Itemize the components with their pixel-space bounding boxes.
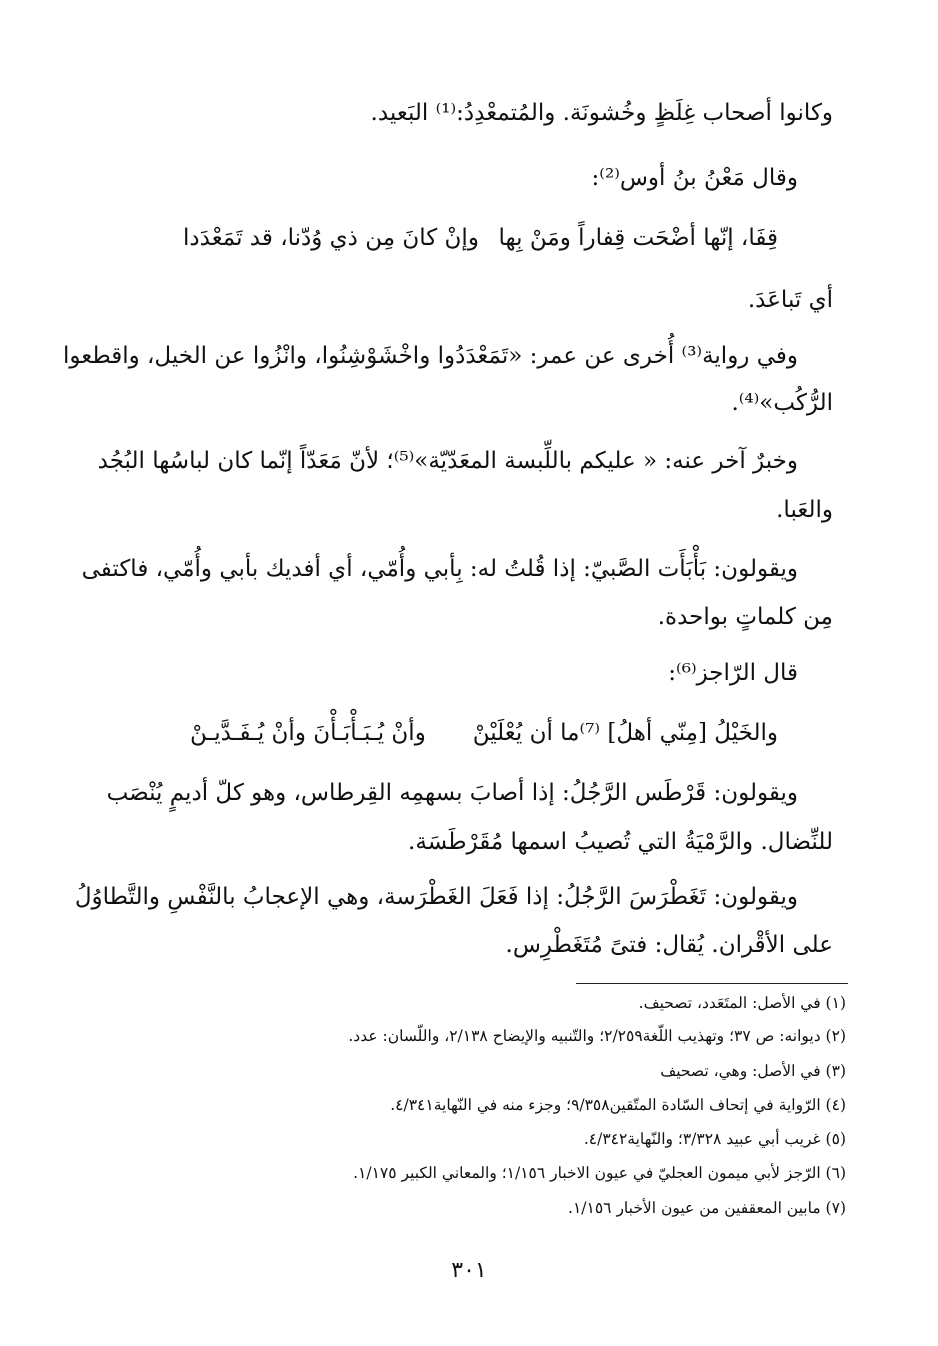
paragraph-line: الرُّكُب»⁽⁴⁾.	[731, 390, 833, 416]
paragraph-line: وخبرٌ آخر عنه: « عليكم باللِّبسة المعَدّيّة»⁽⁵⁾؛ لأنّ مَعَدّاً إنّما كان لباسُها البُجُد	[97, 448, 798, 474]
paragraph-line: أي تَباعَدَ.	[747, 287, 833, 313]
footnote: (١) في الأصل: المتَعَدد، تصحيف.	[638, 994, 846, 1012]
verse-hemistich-right: والخَيْلُ [مِنّي أهلُ] ⁽⁷⁾ما أن يُعْلَيْنْ	[472, 720, 778, 746]
paragraph-line: على الأقْران. يُقال: فتىً مُتَغَطْرِس.	[505, 932, 833, 958]
page-number: ٣٠١	[451, 1258, 487, 1283]
footnote: (٥) غريب أبي عبيد ٣/٣٢٨؛ والنّهاية٤/٣٤٢.	[583, 1130, 846, 1148]
verse-hemistich-right: قِفَا، إنّها أضْحَت قِفاراً ومَنْ بِها	[498, 225, 778, 251]
verse-hemistich-left: وإنْ كانَ مِن ذي وُدّنا، قد تَمَعْدَدا	[183, 225, 479, 251]
footnote: (٣) في الأصل: وهي، تصحيف	[660, 1062, 846, 1080]
paragraph-line: للنِّضال. والرَّمْيَةُ التي تُصيبُ اسمها مُقَرْطَسَة.	[408, 829, 833, 855]
paragraph-line: مِن كلماتٍ بواحدة.	[657, 604, 833, 630]
footnote: (٧) مابين المعقفين من عيون الأخبار ١/١٥٦.	[568, 1199, 846, 1217]
paragraph-line: وفي رواية⁽³⁾ أُخرى عن عمر: «تَمَعْدَدُوا واخْشَوْشِنُوا، وانْزُوا عن الخيل، واقطعوا	[62, 343, 798, 369]
paragraph-line: ويقولون: تَغَطْرَسَ الرَّجُلُ: إذا فَعَلَ الغَطْرَسة، وهي الإعجابُ بالنَّفْسِ والتَّطاوُلُ	[74, 884, 798, 910]
footnote: (٤) الرّواية في إتحاف السّادة المتّقين٩/٣٥٨؛ وجزء منه في النّهاية٤/٣٤١.	[390, 1096, 846, 1114]
paragraph-line: ويقولون: قَرْطَس الرَّجُلُ: إذا أصابَ بسهمِه القِرطاس، وهو كلّ أديمٍ يُنْصَب	[106, 780, 798, 806]
paragraph-line: ويقولون: بَأْبَأَت الصَّبيّ: إذا قُلتُ له: بِأبي وأُمّي، أي أفديك بأبي وأُمّي، فاكتفى	[81, 556, 798, 582]
paragraph-line: وكانوا أصحاب غِلَظٍ وخُشونَة. والمُتمعْدِدُ:⁽¹⁾ البَعيد.	[370, 100, 833, 126]
paragraph-line: قال الرّاجز⁽⁶⁾:	[668, 660, 798, 686]
paragraph-line: والعَبا.	[776, 497, 833, 523]
verse-hemistich-left: وأنْ يُـبَـأْبَـأْنَ وأنْ يُـفَـدَّيـنْ	[190, 720, 426, 746]
footnote: (٦) الرّجز لأبي ميمون العجليّ في عيون الاخبار ١/١٥٦؛ والمعاني الكبير ١/١٧٥.	[353, 1164, 846, 1182]
footnote-separator	[576, 983, 848, 984]
paragraph-line: وقال مَعْنُ بنُ أوس⁽²⁾:	[591, 165, 798, 191]
footnote: (٢) ديوانه: ص ٣٧؛ وتهذيب اللّغة٢/٢٥٩؛ والتّنبيه والإيضاح ٢/١٣٨، واللّسان: عدد.	[348, 1027, 846, 1045]
